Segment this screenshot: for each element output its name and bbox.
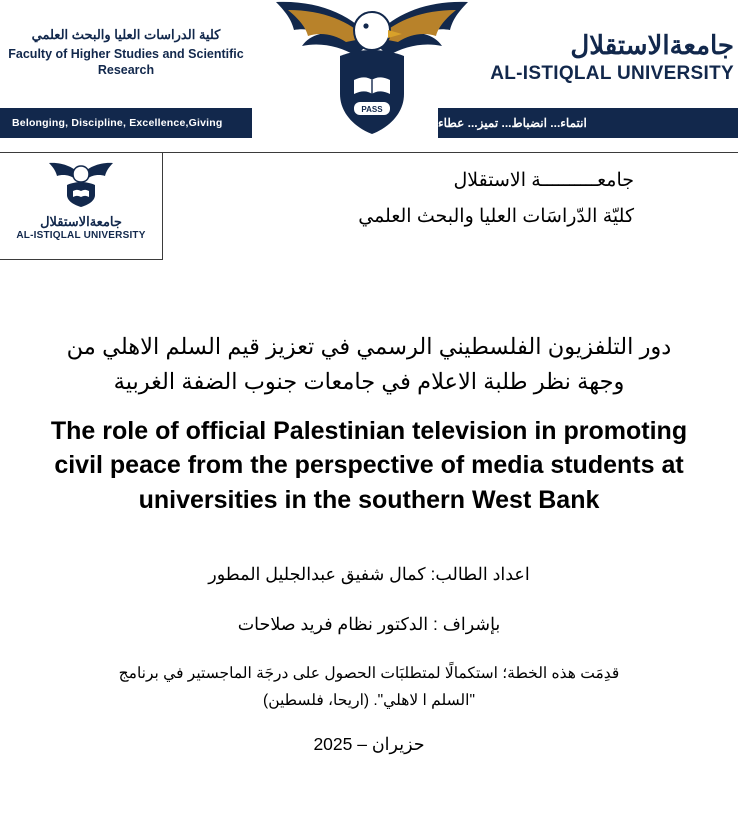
document-header-banner [0, 0, 738, 142]
crest-badge-text: PASS [361, 105, 383, 114]
date-line: حزيران – 2025 [313, 734, 425, 755]
title-block [0, 330, 738, 517]
faculty-name-group [0, 26, 252, 79]
head-line-university: جامعــــــــــة الاستقلال [453, 170, 634, 191]
head-line-faculty: كليّة الدّراسَات العليا والبحث العلمي [358, 206, 634, 228]
faculty-name-english: Faculty of Higher Studies and Scientific Research [8, 46, 244, 78]
letterhead-logo-box [0, 153, 163, 260]
motto-bar-english: Belonging, Discipline, Excellence,Giving [0, 108, 252, 138]
document-head-lines [200, 163, 720, 235]
letterhead-crest-icon [0, 161, 162, 212]
thesis-title-english: The role of official Palestinian television in promoting civil peace from the perspective of media students at universities in the southern West Bank [50, 416, 688, 514]
letterhead-name-english: AL-ISTIQLAL UNIVERSITY [16, 230, 146, 241]
credits-block [0, 560, 738, 755]
university-name-arabic: جامعةالاستقلال [570, 30, 734, 60]
header-left-block [0, 0, 252, 142]
thesis-title-arabic: دور التلفزيون الفلسطيني الرسمي في تعزيز قيم السلم الاهلي من وجهة نظر طلبة الاعلام في جامعات جنوب الضفة الغربية [66, 334, 672, 394]
author-line: اعداد الطالب: كمال شفيق عبدالجليل المطور [208, 564, 530, 584]
university-name-english: AL-ISTIQLAL UNIVERSITY [490, 63, 734, 84]
supervisor-line: بإشراف : الدكتور نظام فريد صلاحات [237, 614, 501, 634]
faculty-name-arabic: كلية الدراسات العليا والبحث العلمي [31, 27, 221, 42]
submission-note: قدِمَت هذه الخطة؛ استكمالًا لمتطلبَات الحصول على درجَة الماجستير في برنامج "السلم ا لاهلي". (اريحا، فلسطين) [118, 665, 620, 710]
motto-bar-arabic: انتماء... انضباط... تميز... عطاء [438, 108, 738, 138]
letterhead-name-arabic: جامعةالاستقلال [40, 214, 122, 229]
header-right-block [438, 0, 738, 142]
